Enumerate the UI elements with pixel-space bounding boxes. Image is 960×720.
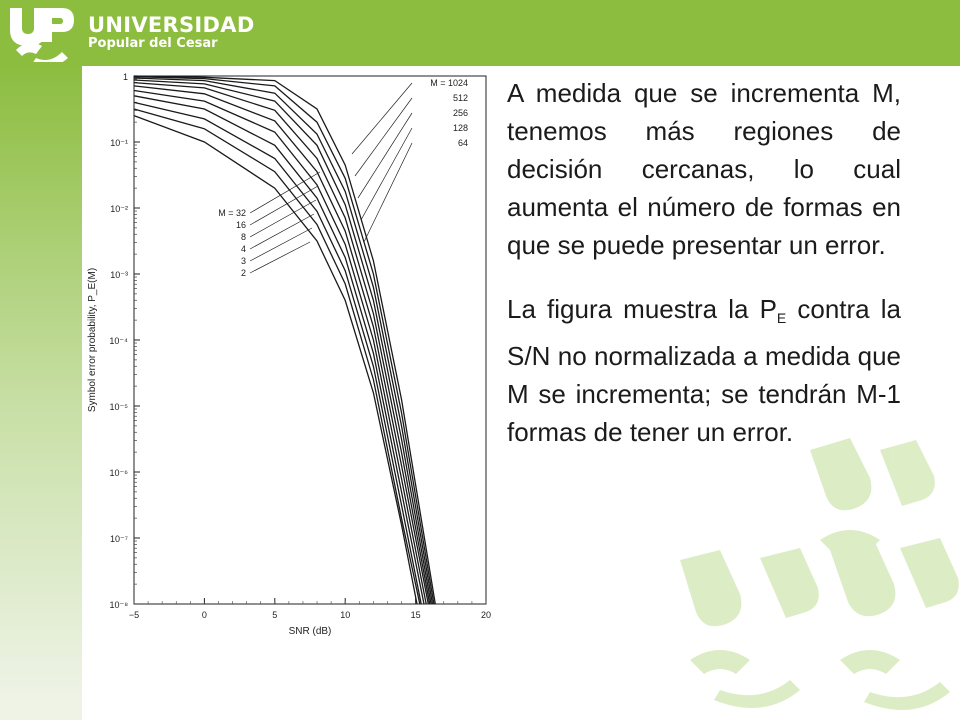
legend-label-right: M = 1024 [430, 78, 468, 88]
y-tick-label: 10⁻⁴ [109, 336, 128, 346]
y-tick-label: 1 [122, 72, 128, 82]
x-tick-label: 10 [340, 610, 351, 620]
y-tick-label: 10⁻⁷ [109, 534, 128, 544]
legend-label-right: 256 [452, 108, 468, 118]
legend-label-left: 8 [240, 232, 246, 242]
y-tick-label: 10⁻¹ [110, 138, 128, 148]
university-name: UNIVERSIDAD [88, 13, 255, 37]
x-axis-label: SNR (dB) [288, 626, 332, 637]
legend-arrow-right [352, 83, 412, 154]
legend-label-left: 16 [235, 220, 246, 230]
y-tick-label: 10⁻⁸ [109, 600, 128, 610]
legend-arrow-left [250, 228, 312, 261]
y-tick-label: 10⁻⁶ [109, 468, 128, 478]
legend-arrow-left [250, 186, 318, 225]
paragraph-2-part-1: La figura muestra la P [507, 294, 777, 324]
y-tick-label: 10⁻² [110, 204, 128, 214]
x-tick-label: −5 [128, 610, 140, 620]
paragraph-2-part-2: contra la S/N no normalizada a medida que M se incrementa; se tendrán M-1 formas de tener un error. [507, 294, 901, 447]
university-subtitle: Popular del Cesar [88, 36, 218, 51]
y-tick-label: 10⁻⁵ [109, 402, 128, 412]
series-curve [134, 76, 435, 604]
upc-logo [6, 4, 76, 62]
legend-arrow-left [250, 242, 310, 273]
symbol-error-chart [82, 66, 498, 646]
slide-text [507, 74, 901, 477]
legend-label-right: 128 [452, 123, 468, 133]
paragraph-2-subscript: E [776, 310, 787, 326]
left-decor-strip [0, 66, 82, 698]
legend-arrow-right [364, 143, 412, 242]
series-curve [134, 86, 428, 604]
paragraph-1: A medida que se incrementa M, tenemos más regiones de decisión cercanas, lo cual aumenta el número de formas en que se puede presentar un error. [507, 78, 901, 260]
legend-label-left: 2 [240, 268, 246, 278]
legend-arrow-right [358, 113, 412, 198]
plot-frame [134, 76, 486, 604]
legend-label-left: 3 [240, 256, 246, 266]
header-bar [0, 0, 960, 66]
paragraph-2 [507, 290, 901, 451]
y-tick-label: 10⁻³ [110, 270, 128, 280]
legend-label-left: M = 32 [218, 208, 246, 218]
x-tick-label: 0 [201, 610, 207, 620]
legend-arrow-right [361, 128, 412, 220]
y-axis-label: Symbol error probability, P_E(M) [87, 267, 98, 413]
x-tick-label: 5 [272, 610, 278, 620]
legend-label-right: 64 [457, 138, 468, 148]
x-tick-label: 15 [410, 610, 421, 620]
legend-label-right: 512 [452, 93, 468, 103]
legend-label-left: 4 [240, 244, 246, 254]
x-tick-label: 20 [480, 610, 492, 620]
legend-arrow-right [355, 98, 412, 176]
